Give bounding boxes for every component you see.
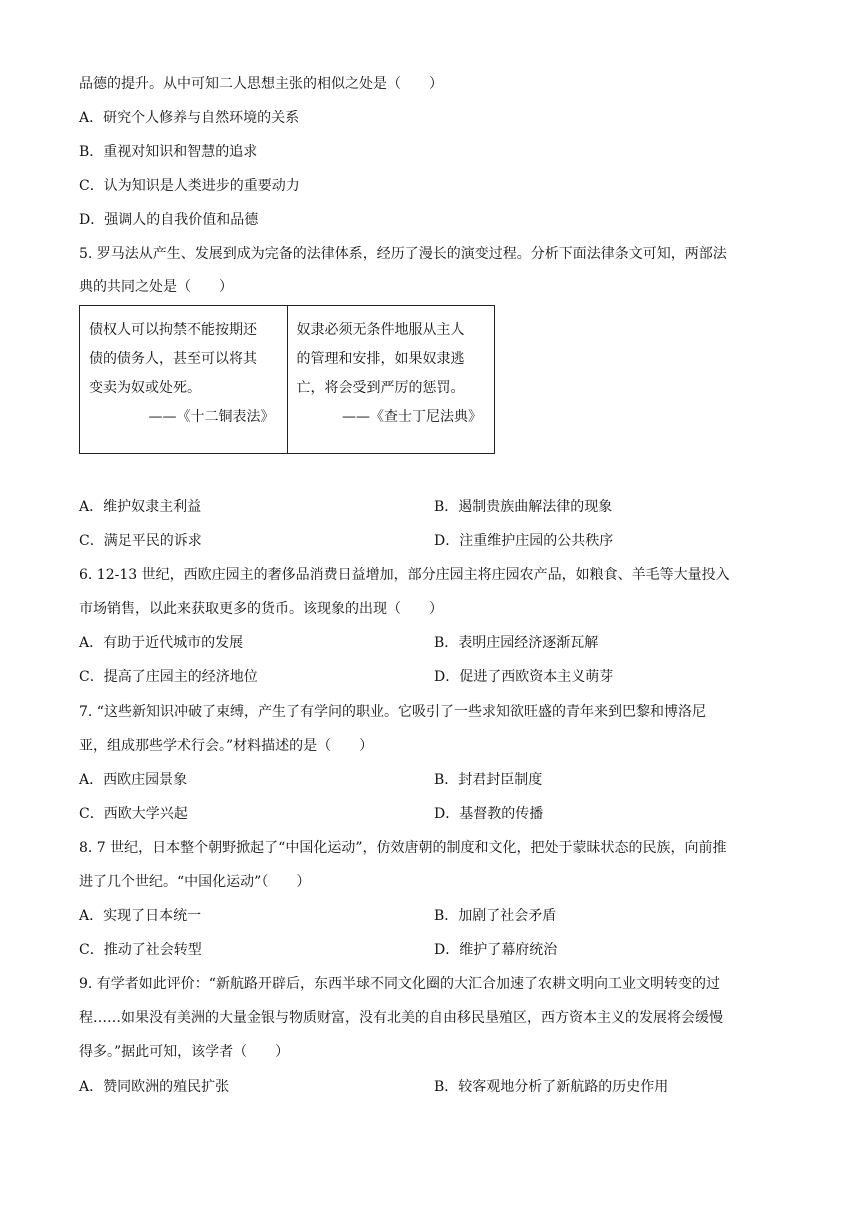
option-c: C．满足平民的诉求: [79, 533, 202, 549]
option-b: B．加剧了社会矛盾: [434, 908, 557, 924]
option-a: A．有助于近代城市的发展: [79, 635, 244, 651]
option-a: A．实现了日本统一: [79, 908, 202, 924]
table-right-line: 的管理和安排，如果奴隶逃: [296, 351, 465, 367]
question-9-stem: 9. 有学者如此评价：“新航路开辟后，东西半球不同文化圈的大汇合加速了农耕文明向工业文明转变的过: [79, 976, 720, 992]
question-9-stem-cont: 程……如果没有美洲的大量金银与物质财富，没有北美的自由移民垦殖区，西方资本主义的发展将会缓慢: [79, 1010, 723, 1026]
question-6-stem: 6. 12-13 世纪，西欧庄园主的奢侈品消费日益增加，部分庄园主将庄园农产品，如粮食、羊毛等大量投入: [79, 567, 730, 583]
table-left-line: 债的债务人，甚至可以将其: [89, 351, 257, 367]
option-c: C．提高了庄园主的经济地位: [79, 669, 258, 685]
option-b: B．重视对知识和智慧的追求: [79, 144, 258, 160]
question-7-stem-cont: 亚，组成那些学术行会。”材料描述的是（ ）: [79, 738, 374, 754]
question-8-stem: 8. 7 世纪，日本整个朝野掀起了“中国化运动”，仿效唐朝的制度和文化，把处于蒙昧状态的民族，向前推: [79, 840, 727, 856]
table-right-line: 亡，将会受到严厉的惩罚。: [296, 380, 465, 396]
question-text-line: 品德的提升。从中可知二人思想主张的相似之处是（ ）: [79, 76, 443, 92]
option-a: A．西欧庄园景象: [79, 772, 188, 788]
question-5-stem: 5. 罗马法从产生、发展到成为完备的法律体系，经历了漫长的演变过程。分析下面法律条文可知，两部法: [79, 246, 727, 262]
table-left-citation: ——《十二铜表法》: [148, 409, 275, 425]
option-b: B．遏制贵族曲解法律的现象: [434, 499, 613, 515]
option-d: D．维护了幕府统治: [434, 942, 558, 958]
table-left-line: 变卖为奴或处死。: [89, 380, 201, 396]
question-5-stem-cont: 典的共同之处是（ ）: [79, 279, 233, 295]
option-d: D．促进了西欧资本主义萌芽: [434, 669, 614, 685]
table-right-citation: ——《查士丁尼法典》: [342, 409, 482, 425]
option-b: B．表明庄园经济逐渐瓦解: [434, 635, 599, 651]
question-7-stem: 7. “这些新知识冲破了束缚，产生了有学问的职业。它吸引了一些求知欲旺盛的青年来到巴黎和博洛尼: [79, 704, 706, 720]
question-8-stem-cont: 进了几个世纪。“中国化运动”（ ）: [79, 874, 311, 890]
question-9-stem-cont: 得多。”据此可知，该学者（ ）: [79, 1044, 290, 1060]
justinian-code-cell: [287, 306, 495, 454]
option-d: D．注重维护庄园的公共秩序: [434, 533, 614, 549]
option-a: A．赞同欧洲的殖民扩张: [79, 1079, 230, 1095]
option-a: A．研究个人修养与自然环境的关系: [79, 110, 300, 126]
option-d: D．基督教的传播: [434, 806, 544, 822]
twelve-tables-cell: [80, 306, 288, 454]
option-b: B．封君封臣制度: [434, 772, 543, 788]
table-left-line: 债权人可以拘禁不能按期还: [89, 322, 257, 338]
option-d: D．强调人的自我价值和品德: [79, 212, 259, 228]
option-b: B．较客观地分析了新航路的历史作用: [434, 1079, 669, 1095]
option-a: A．维护奴隶主利益: [79, 499, 202, 515]
table-right-line: 奴隶必须无条件地服从主人: [296, 322, 465, 338]
option-c: C．西欧大学兴起: [79, 806, 188, 822]
law-comparison-table: [79, 305, 495, 454]
option-c: C．认为知识是人类进步的重要动力: [79, 178, 300, 194]
option-c: C．推动了社会转型: [79, 942, 202, 958]
question-6-stem-cont: 市场销售，以此来获取更多的货币。该现象的出现（ ）: [79, 601, 443, 617]
